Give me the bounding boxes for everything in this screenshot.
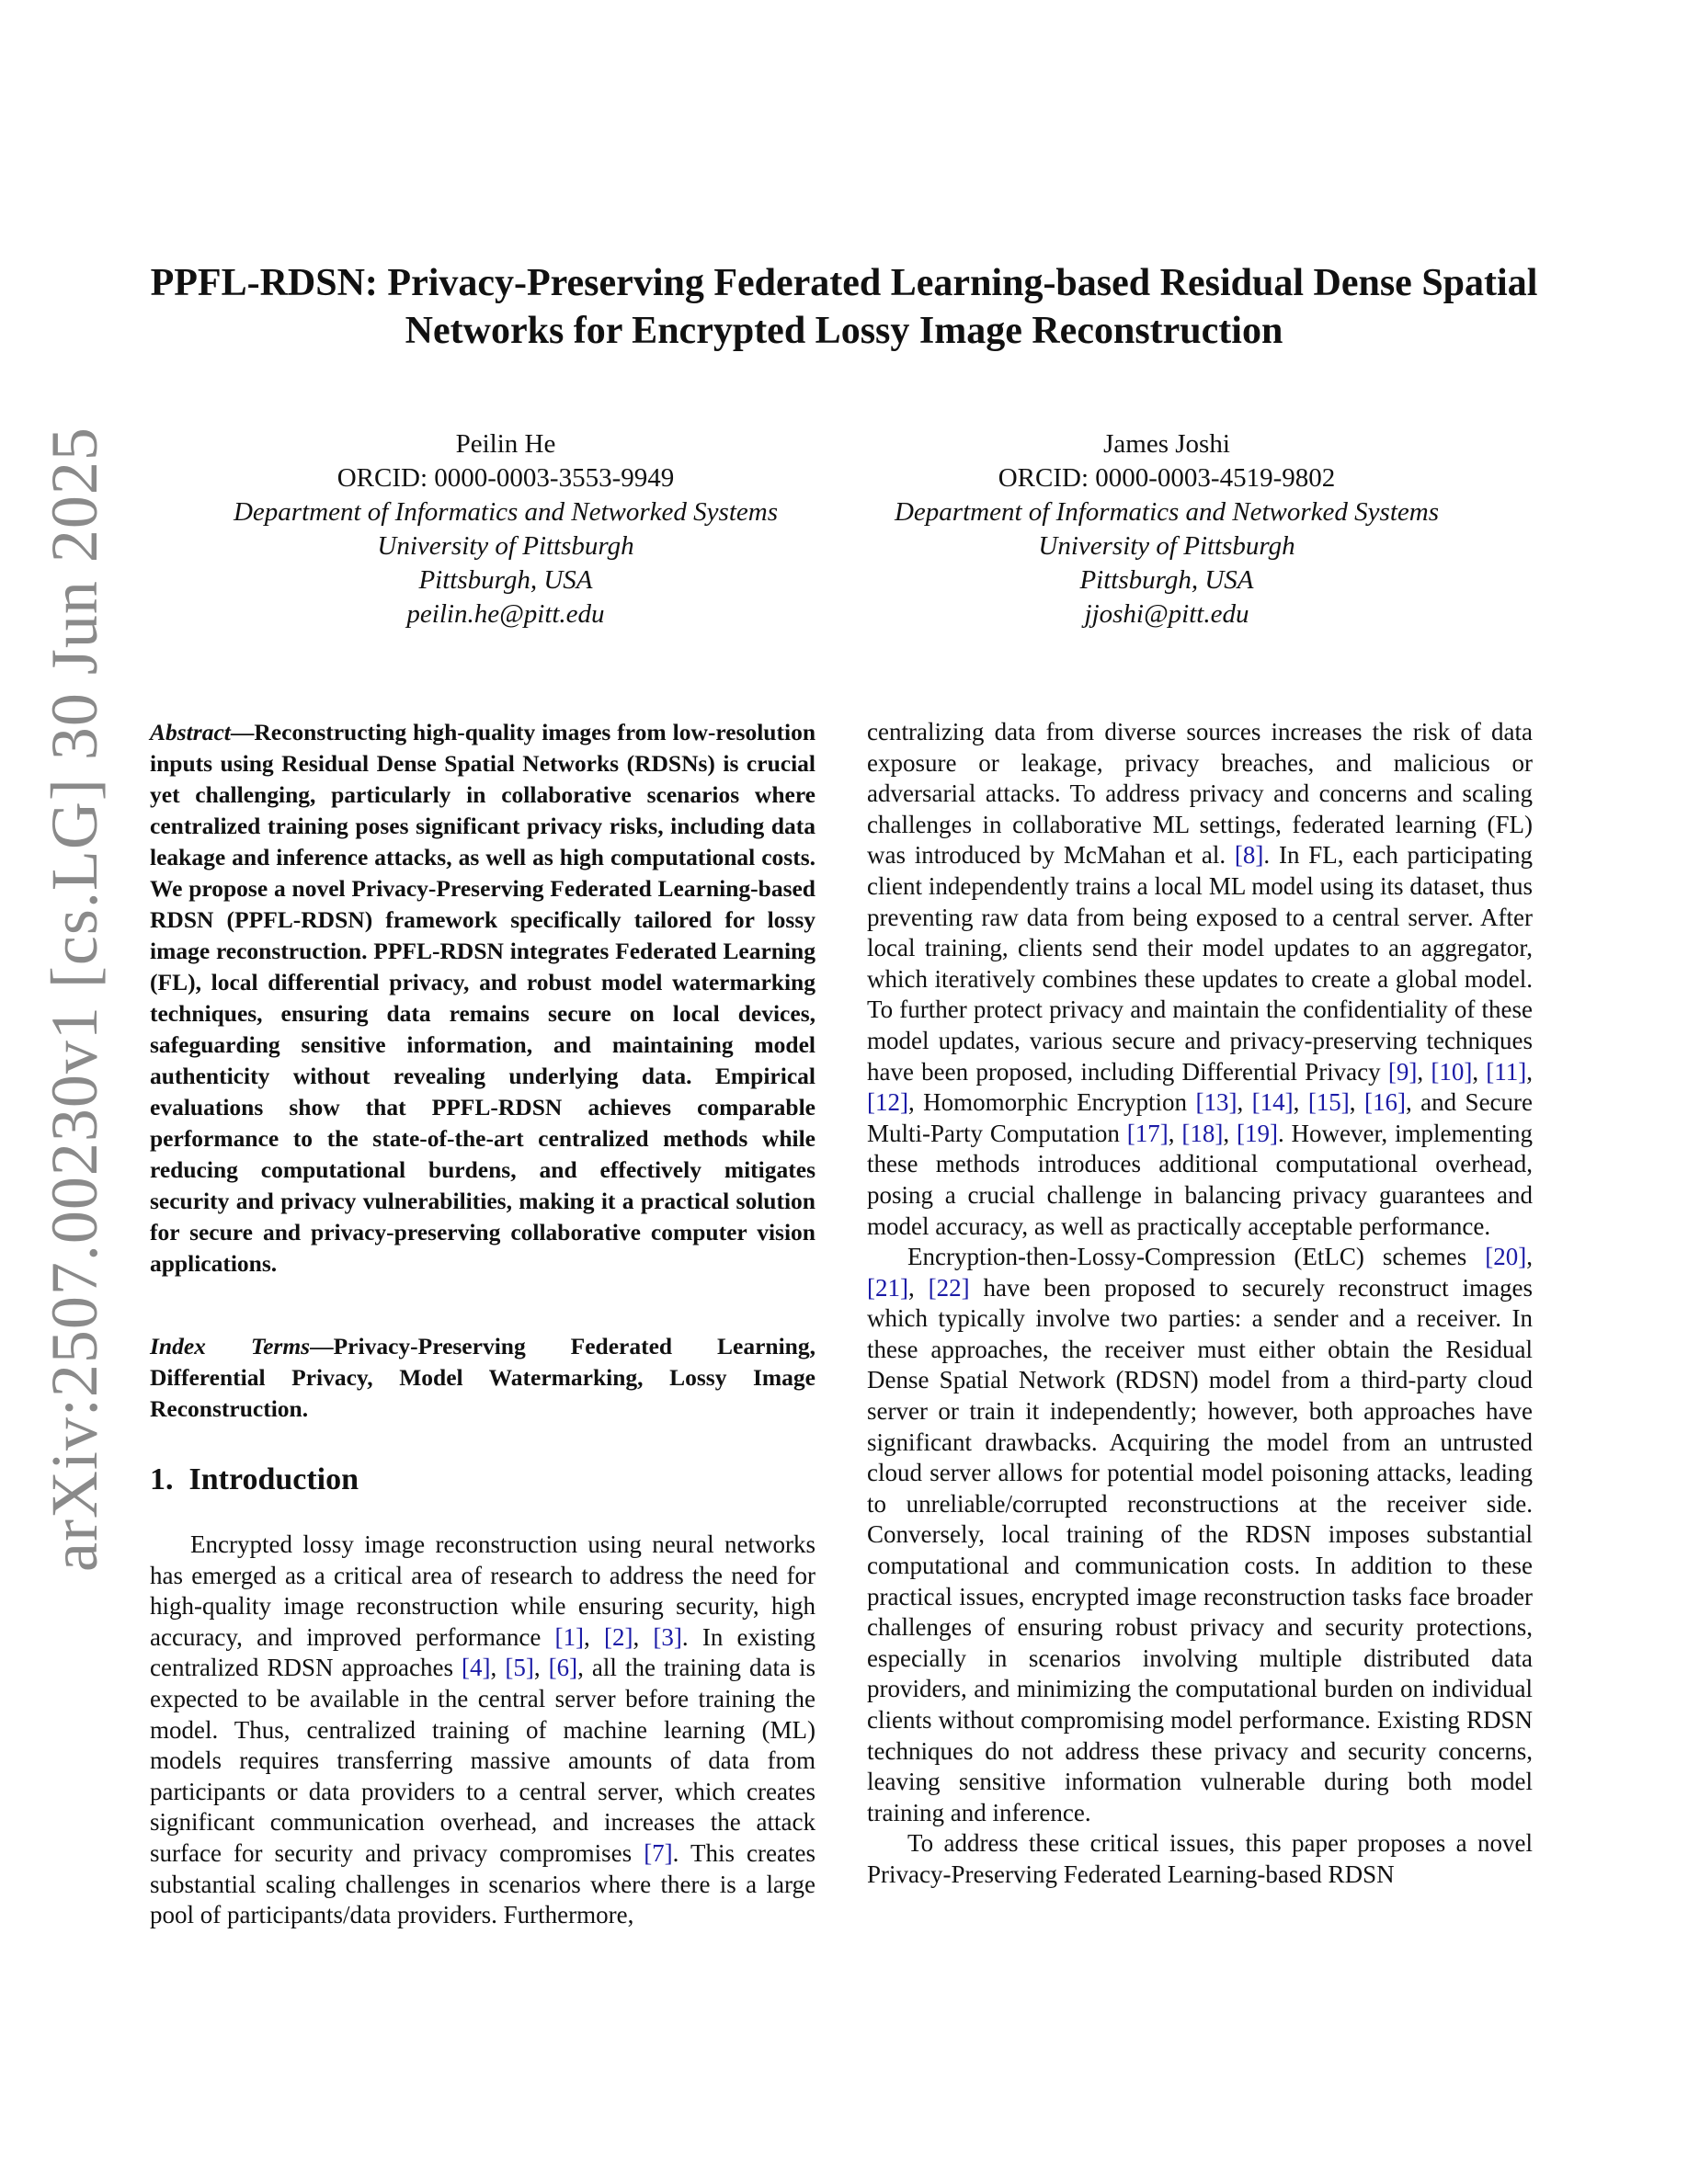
citation-link[interactable]: [21] xyxy=(867,1273,908,1302)
section-heading xyxy=(150,1462,815,1498)
citation-link[interactable]: [11] xyxy=(1486,1057,1527,1086)
abstract-label: Abstract xyxy=(150,719,231,745)
citation-link[interactable]: [20] xyxy=(1485,1243,1527,1271)
citation-separator: , xyxy=(1526,1243,1533,1271)
intro-paragraph-1-continued xyxy=(867,717,1533,1242)
paragraph-text: , all the training data is expected to be available in the central server before training the model. Thus, centralized training of machine learning (ML) models requires transferring massive amounts of data from participants or data providers to a central server, which creates significant communication overhead, and increases the attack surface for security and privacy compromises xyxy=(150,1654,816,1867)
author-department: Department of Informatics and Networked Systems xyxy=(894,497,1439,527)
citation-separator: , xyxy=(490,1654,506,1682)
author-university: University of Pittsburgh xyxy=(1038,531,1295,561)
citation-link[interactable]: [5] xyxy=(505,1654,534,1682)
author-orcid: ORCID: 0000-0003-3553-9949 xyxy=(336,463,675,493)
title-line-1: PPFL-RDSN: Privacy-Preserving Federated Learning-based Residual Dense Spatial xyxy=(150,262,1538,304)
paragraph-text: Encryption-then-Lossy-Compression (EtLC) schemes xyxy=(907,1243,1486,1271)
citation-separator: , xyxy=(1293,1088,1308,1117)
index-terms-text: —Privacy-Preserving Federated Learning, Differential Privacy, Model Watermarking, Lossy Image Reconstruction. xyxy=(150,1333,815,1422)
citation-separator: , xyxy=(533,1654,549,1682)
abstract-text: —Reconstructing high-quality images from low-resolution inputs using Residual Dense Spatial Networks (RDSNs) is crucial yet challenging, particularly in collaborative scenarios where centralized training poses significant privacy risks, including data leakage and inference attacks, as well as high computational costs. We propose a novel Privacy-Preserving Federated Learning-based RDSN (PPFL-RDSN) framework specifically tailored for lossy image reconstruction. PPFL-RDSN integrates Federated Learning (FL), local differential privacy, and robust model watermarking techniques, ensuring data remains secure on local devices, safeguarding sensitive information, and maintaining model authenticity without revealing underlying data. Empirical evaluations show that PPFL-RDSN achieves comparable performance to the state-of-the-art centralized methods while reducing computational burdens, and effectively mitigates security and privacy vulnerabilities, making it a practical solution for secure and privacy-preserving collaborative computer vision applications. xyxy=(150,719,815,1277)
abstract xyxy=(150,717,815,1280)
index-terms-label: Index Terms xyxy=(150,1333,311,1359)
intro-paragraph-3 xyxy=(867,1828,1533,1890)
author-block-2 xyxy=(845,427,1488,631)
title-line-2: Networks for Encrypted Lossy Image Reconstruction xyxy=(405,310,1283,352)
author-orcid: ORCID: 0000-0003-4519-9802 xyxy=(998,463,1336,493)
citation-link[interactable]: [17] xyxy=(1126,1119,1169,1147)
intro-paragraph-1 xyxy=(150,1530,815,1931)
left-column xyxy=(150,717,815,1931)
citation-link[interactable]: [10] xyxy=(1431,1057,1473,1086)
citation-link[interactable]: [13] xyxy=(1195,1088,1237,1117)
citation-link[interactable]: [8] xyxy=(1234,841,1264,870)
citation-separator: , xyxy=(1168,1119,1182,1147)
paragraph-text: . In existing centralized RDSN approaches xyxy=(150,1622,816,1682)
citation-separator: , xyxy=(584,1622,604,1651)
right-column xyxy=(867,717,1533,1891)
author-department: Department of Informatics and Networked Systems xyxy=(233,497,778,527)
citation-link[interactable]: [4] xyxy=(462,1654,491,1682)
citation-separator: , xyxy=(1417,1057,1431,1086)
citation-link[interactable]: [15] xyxy=(1307,1088,1350,1117)
citation-separator: , xyxy=(1349,1088,1364,1117)
citation-separator: , xyxy=(1526,1057,1534,1086)
author-email[interactable]: peilin.he@pitt.edu xyxy=(406,599,605,629)
citation-link[interactable]: [7] xyxy=(644,1838,673,1867)
citation-separator: , xyxy=(1237,1088,1252,1117)
arxiv-identifier-stamp: arXiv:2507.00230v1 [cs.LG] 30 Jun 2025 xyxy=(38,427,111,1572)
section-title: Introduction xyxy=(188,1462,359,1496)
intro-paragraph-2 xyxy=(867,1242,1533,1828)
paragraph-text: , Homomorphic Encryption xyxy=(907,1088,1196,1117)
citation-link[interactable]: [18] xyxy=(1181,1119,1224,1147)
paragraph-text: Encrypted lossy image reconstruction using neural networks has emerged as a critical area of research to address the need for high-quality image reconstruction while ensuring security, high accuracy, and improved performance xyxy=(150,1530,815,1651)
paragraph-text: centralizing data from diverse sources increases the risk of data exposure or leakage, privacy breaches, and malicious or adversarial attacks. To address privacy and concerns and scaling challenges in collaborative ML settings, federated learning (FL) was introduced by McMahan et al. xyxy=(867,718,1533,870)
author-block-1 xyxy=(184,427,827,631)
citation-link[interactable]: [2] xyxy=(603,1622,633,1651)
citation-link[interactable]: [14] xyxy=(1251,1088,1294,1117)
citation-link[interactable]: [19] xyxy=(1236,1119,1278,1147)
citation-link[interactable]: [3] xyxy=(653,1622,682,1651)
author-name: James Joshi xyxy=(1103,429,1230,459)
author-university: University of Pittsburgh xyxy=(377,531,634,561)
citation-link[interactable]: [16] xyxy=(1363,1088,1406,1117)
author-name: Peilin He xyxy=(455,429,556,459)
citation-link[interactable]: [6] xyxy=(548,1654,578,1682)
citation-link[interactable]: [12] xyxy=(867,1088,908,1117)
paper-title xyxy=(138,259,1550,355)
author-location: Pittsburgh, USA xyxy=(418,565,593,595)
paragraph-text: have been proposed to securely reconstruct images which typically involve two parties: a sender and a receiver. In these approaches, the receiver must either obtain the Residual Dense Spatial Network (RDSN) model from a third-party cloud server or train it independently; however, both approaches have significant drawbacks. Acquiring the model from an untrusted cloud server allows for potential model poisoning attacks, leading to unreliable/corrupted reconstructions at the receiver side. Conversely, local training of the RDSN imposes substantial computational and communication costs. In addition to these practical issues, encrypted image reconstruction tasks face broader challenges of ensuring robust privacy and security protections, especially in scenarios involving multiple distributed data providers, and minimizing the computational burden on individual clients without compromising model performance. Existing RDSN techniques do not address these privacy and security concerns, leaving sensitive information vulnerable during both model training and inference. xyxy=(867,1273,1533,1826)
paragraph-text: . However, implementing these methods introduces additional computational overhead, posing a crucial challenge in balancing privacy guarantees and model accuracy, as well as practically acceptable performance. xyxy=(867,1119,1534,1240)
author-location: Pittsburgh, USA xyxy=(1079,565,1254,595)
citation-link[interactable]: [1] xyxy=(554,1622,585,1651)
section-number: 1. xyxy=(150,1462,174,1496)
citation-separator: , xyxy=(633,1622,654,1651)
paragraph-text: . This creates substantial scaling challenges in scenarios where there is a large pool of participants/data providers. Furthermore, xyxy=(150,1838,815,1929)
index-terms xyxy=(150,1331,815,1425)
citation-separator: , xyxy=(1223,1119,1237,1147)
paragraph-text: To address these critical issues, this paper proposes a novel Privacy-Preserving Federated Learning-based RDSN xyxy=(867,1829,1533,1888)
citation-separator: , xyxy=(1472,1057,1487,1086)
citation-link[interactable]: [22] xyxy=(928,1273,970,1302)
author-email[interactable]: jjoshi@pitt.edu xyxy=(1084,599,1249,629)
citation-link[interactable]: [9] xyxy=(1387,1057,1418,1086)
citation-separator: , xyxy=(907,1273,929,1302)
paragraph-text: , and Secure Multi-Party Computation xyxy=(867,1088,1534,1147)
paragraph-text: . In FL, each participating client independently trains a local ML model using its dataset, thus preventing raw data from being exposed to a central server. After local training, clients send their model updates to an aggregator, which iteratively combines these updates to create a global model. To further protect privacy and maintain the confidentiality of these model updates, various secure and privacy-preserving techniques have been proposed, including Differential Privacy xyxy=(867,841,1533,1086)
